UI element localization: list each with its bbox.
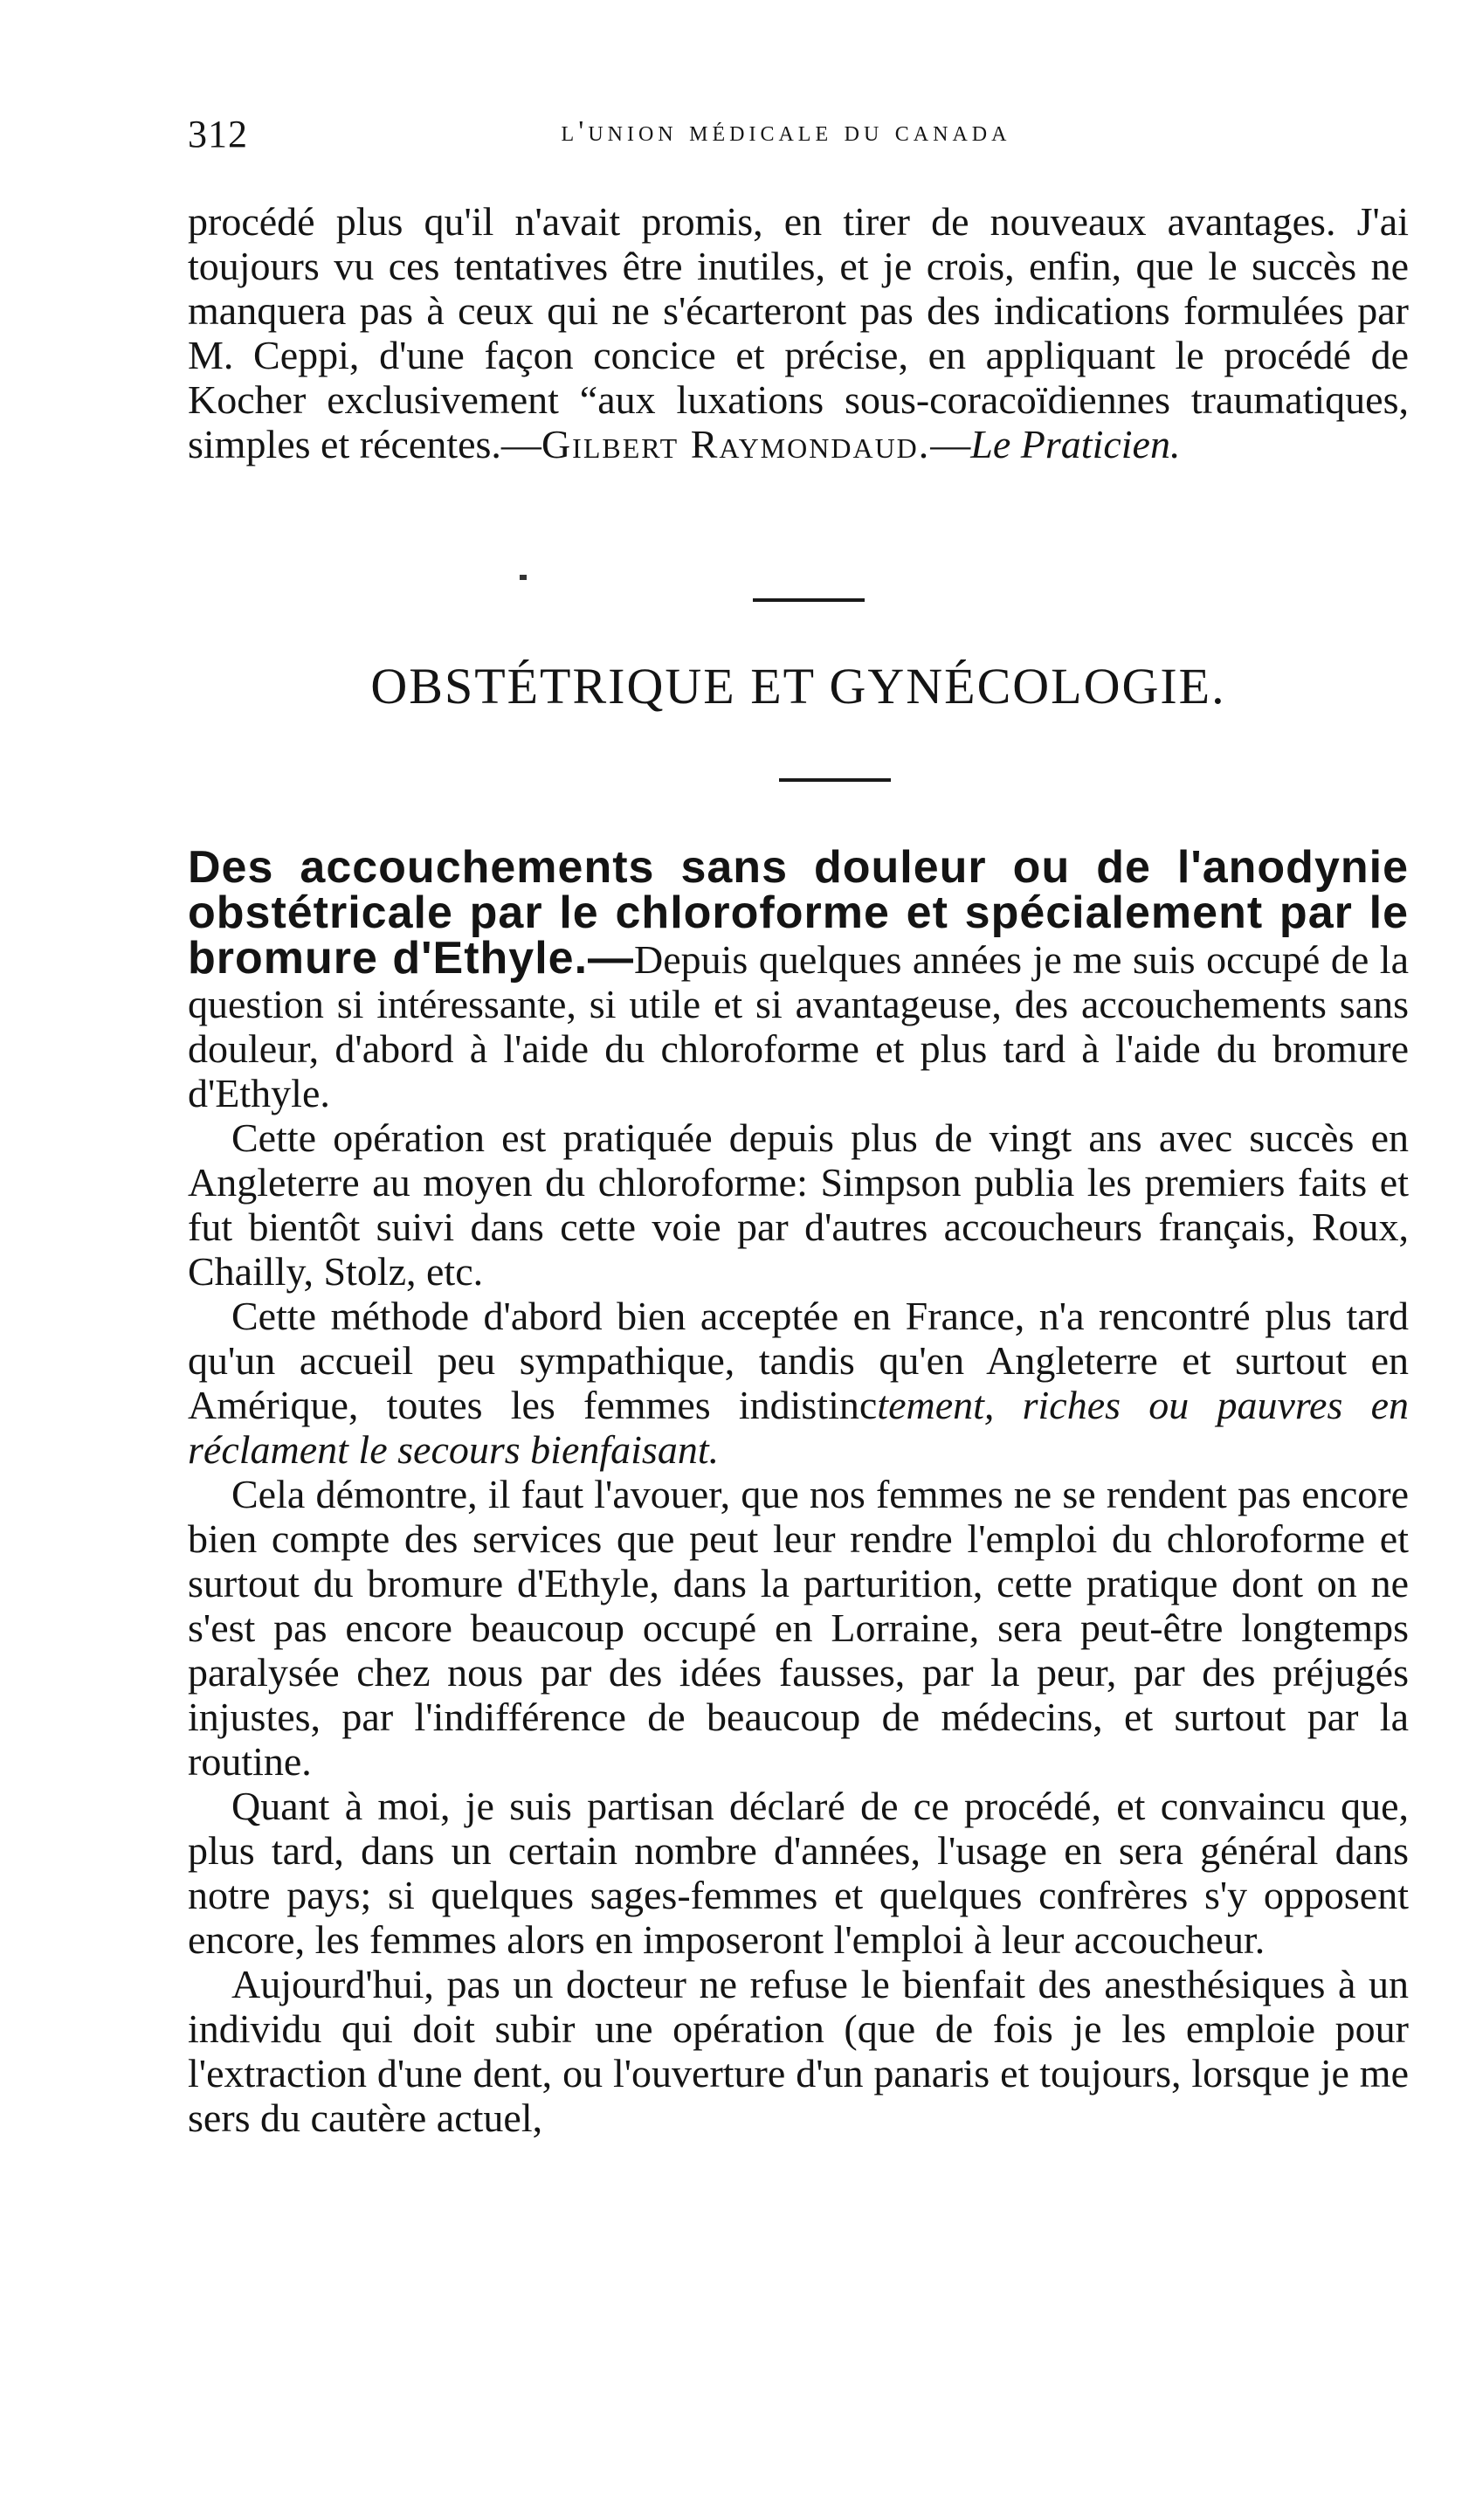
intro-text: procédé plus qu'il n'avait promis, en tirer de nouveaux avantages. J'ai toujours vu ces tentatives être inutiles, et je crois, enfin, que le succès ne manquera pas à ceux qui ne s'écarteront pas des indications formulées par M. Ceppi, d'une façon concice et précise, en appliquant le procédé de Kocher exclusivement “aux luxations sous-coracoïdiennes traumatiques, simples et récentes.— — [188, 199, 1409, 466]
paragraph-text: Cette méthode d'abord bien acceptée en France, n'a rencontré plus tard qu'un accueil peu sympathique, tandis qu'en Angleterre et surtout en Amérique, toutes les femmes indistinc — [188, 1294, 1409, 1427]
article-first-paragraph — [188, 842, 1409, 1115]
source-citation: Le Praticien. — [970, 422, 1181, 466]
intro-text-block — [188, 199, 1409, 466]
journal-title: l'union médicale du canada — [561, 115, 1011, 148]
section-divider-bottom — [779, 778, 891, 782]
article-paragraph: Cette opération est pratiquée depuis plus de vingt ans avec succès en Angleterre au moyen du chloroforme: Simpson publia les premiers faits et fut bientôt suivi dans cette voie par d'autres accoucheurs français, Roux, Chailly, Stolz, etc. — [188, 1115, 1409, 1294]
running-header — [188, 105, 1384, 157]
article-paragraph: Cela démontre, il faut l'avouer, que nos femmes ne se rendent pas encore bien compte des services que peut leur rendre l'emploi du chloroforme et surtout du bromure d'Ethyle, dans la parturition, cette pratique dont on ne s'est pas encore beaucoup occupé en Lorraine, sera peut-être longtemps paralysée chez nous par des idées fausses, par la peur, par des préjugés injustes, par l'indifférence de beaucoup de médecins, et surtout par la routine. — [188, 1472, 1409, 1784]
article-paragraph-1: Depuis quelques années je me suis occupé de la question si intéressante, si utile et si avantageuse, des accouchements sans douleur, d'abord à l'aide du chloroforme et plus tard à l'aide du bromure d'Ethyle. — [188, 937, 1409, 1115]
article-title: Des accouchements sans douleur ou de l'anodynie obstétricale par le chloroforme et spécialement par le bromure d'Ethyle.— — [188, 842, 1409, 984]
section-divider-top — [753, 598, 865, 602]
author-signature: Gilbert Raymondaud. — [541, 422, 931, 466]
section-heading: OBSTÉTRIQUE ET GYNÉCOLOGIE. — [370, 658, 1226, 715]
page-number: 312 — [188, 113, 248, 155]
article-paragraph — [188, 1294, 1409, 1472]
intro-paragraph — [188, 199, 1409, 466]
article-paragraph: Quant à moi, je suis partisan déclaré de ce procédé, et convaincu que, plus tard, dans un certain nombre d'années, l'usage en sera général dans notre pays; si quelques sages-femmes et quelques confrères s'y opposent encore, les femmes alors en imposeront l'emploi à leur accoucheur. — [188, 1784, 1409, 1962]
italic-phrase: tement, riches ou pauvres en réclament le secours bienfaisant. — [188, 1383, 1409, 1472]
article-body — [188, 842, 1409, 2140]
ink-speck — [520, 575, 527, 580]
article-paragraph: Aujourd'hui, pas un docteur ne refuse le bienfait des anesthésiques à un individu qui doit subir une opération (que de fois je les emploie pour l'extraction d'une dent, ou l'ouverture d'un panaris et toujours, lorsque je me sers du cautère actuel, — [188, 1962, 1409, 2140]
source-dash: — — [930, 422, 971, 466]
